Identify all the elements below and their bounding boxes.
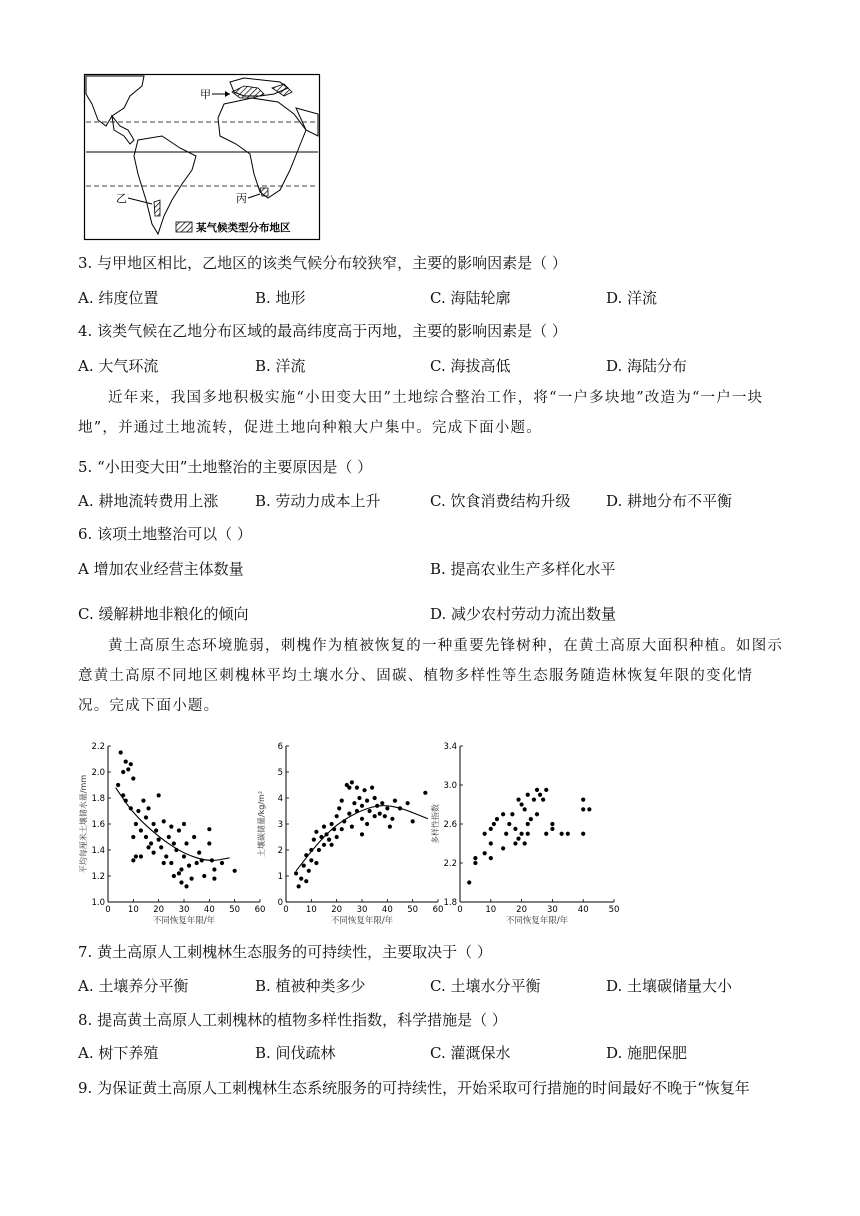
x-tick-label: 60 <box>254 905 266 915</box>
y-tick-label: 3.4 <box>443 742 457 752</box>
x-tick-label: 30 <box>178 905 190 915</box>
data-point <box>197 851 201 855</box>
q3-option-d[interactable]: D. 洋流 <box>606 289 658 307</box>
data-point <box>423 791 427 795</box>
data-point <box>380 801 384 805</box>
data-point <box>581 832 585 836</box>
chart-soil-carbon <box>256 736 446 926</box>
x-tick-label: 0 <box>105 905 111 915</box>
data-point <box>560 832 564 836</box>
data-point <box>124 799 128 803</box>
data-point <box>340 827 344 831</box>
data-point <box>322 825 326 829</box>
data-point <box>131 776 135 780</box>
data-point <box>121 793 125 797</box>
data-point <box>220 861 224 865</box>
data-point <box>309 858 313 862</box>
y-tick-label: 1 <box>277 872 283 882</box>
data-point <box>378 812 382 816</box>
data-point <box>340 799 344 803</box>
question-8: 8. 提高黄土高原人工刺槐林的植物多样性指数，科学措施是（ ） <box>78 1011 507 1029</box>
data-point <box>167 835 171 839</box>
data-point <box>146 845 150 849</box>
q7-option-c[interactable]: C. 土壤水分平衡 <box>430 977 541 995</box>
data-point <box>174 848 178 852</box>
data-point <box>187 864 191 868</box>
y-tick-label: 1.4 <box>91 846 105 856</box>
q8-option-d[interactable]: D. 施肥保肥 <box>606 1044 688 1062</box>
data-point <box>141 799 145 803</box>
data-point <box>532 798 536 802</box>
q4-option-b[interactable]: B. 洋流 <box>255 357 306 375</box>
data-point <box>390 817 394 821</box>
data-point <box>581 798 585 802</box>
question-9: 9. 为保证黄土高原人工刺槐林生态系统服务的可持续性，开始采取可行措施的时间最好不晚于“恢复年 <box>78 1079 750 1097</box>
data-point <box>304 879 308 883</box>
question-4: 4. 该类气候在乙地分布区域的最高纬度高于丙地，主要的影响因素是（ ） <box>78 322 567 340</box>
label-bing: 丙 <box>236 192 247 205</box>
passage-loess-plateau: 黄土高原生态环境脆弱，刺槐作为植被恢复的一种重要先锋树种，在黄土高原大面积种植。如图示意黄土高原不同地区刺槐林平均土壤水分、固碳、植物多样性等生态服务随造林恢复年限的变化情况。完成下面小题。 <box>78 638 784 714</box>
x-tick-label: 30 <box>546 905 558 915</box>
data-point <box>152 851 156 855</box>
x-tick-label: 40 <box>577 905 589 915</box>
data-point <box>393 799 397 803</box>
data-point <box>516 798 520 802</box>
data-point <box>314 861 318 865</box>
x-tick-label: 10 <box>305 905 317 915</box>
y-tick-label: 1.6 <box>91 820 105 830</box>
question-6: 6. 该项土地整治可以（ ） <box>78 525 252 543</box>
data-point <box>200 858 204 862</box>
q8-option-b[interactable]: B. 间伐疏林 <box>255 1044 336 1062</box>
data-point <box>177 871 181 875</box>
question-3: 3. 与甲地区相比，乙地区的该类气候分布较狭窄，主要的影响因素是（ ） <box>78 254 567 272</box>
q4-option-c[interactable]: C. 海拔高低 <box>430 357 511 375</box>
data-point <box>360 832 364 836</box>
data-point <box>162 861 166 865</box>
data-point <box>360 817 364 821</box>
data-point <box>550 822 554 826</box>
y-tick-label: 0 <box>277 898 283 908</box>
data-point <box>294 871 298 875</box>
data-point <box>507 822 511 826</box>
q8-option-a[interactable]: A. 树下养殖 <box>78 1044 159 1062</box>
y-tick-label: 1.2 <box>91 872 105 882</box>
data-point <box>192 835 196 839</box>
data-point <box>297 884 301 888</box>
x-tick-label: 10 <box>127 905 139 915</box>
q5-option-d[interactable]: D. 耕地分布不平衡 <box>606 492 733 510</box>
data-point <box>134 822 138 826</box>
x-tick-label: 20 <box>331 905 343 915</box>
data-point <box>179 867 183 871</box>
data-point <box>136 809 140 813</box>
label-yi: 乙 <box>116 192 127 205</box>
data-point <box>357 796 361 800</box>
data-point <box>144 815 148 819</box>
data-point <box>529 817 533 821</box>
data-point <box>360 804 364 808</box>
data-point <box>504 832 508 836</box>
data-point <box>483 832 487 836</box>
data-point <box>162 819 166 823</box>
data-point <box>473 861 477 865</box>
data-point <box>385 806 389 810</box>
data-point <box>210 858 214 862</box>
data-point <box>520 832 524 836</box>
data-point <box>146 806 150 810</box>
data-point <box>164 854 168 858</box>
q3-option-c[interactable]: C. 海陆轮廓 <box>430 289 511 307</box>
y-tick-label: 4 <box>277 794 283 804</box>
x-tick-label: 0 <box>457 905 463 915</box>
q3-option-b[interactable]: B. 地形 <box>255 289 306 307</box>
data-point <box>375 804 379 808</box>
data-point <box>304 853 308 857</box>
data-point <box>207 827 211 831</box>
data-point <box>501 846 505 850</box>
data-point <box>513 827 517 831</box>
q5-option-b[interactable]: B. 劳动力成本上升 <box>255 492 381 510</box>
data-point <box>139 828 143 832</box>
data-point <box>467 880 471 884</box>
data-point <box>119 750 123 754</box>
data-point <box>544 788 548 792</box>
data-point <box>352 801 356 805</box>
x-axis-label: 不同恢复年限/年 <box>505 916 569 926</box>
data-point <box>319 835 323 839</box>
y-tick-label: 2.2 <box>91 742 105 752</box>
y-tick-label: 2.2 <box>443 859 457 869</box>
data-point <box>544 832 548 836</box>
data-point <box>144 835 148 839</box>
data-point <box>134 854 138 858</box>
x-axis-label: 不同恢复年限/年 <box>330 916 394 926</box>
question-7: 7. 黄土高原人工刺槐林生态服务的可持续性，主要取决于（ ） <box>78 943 492 961</box>
data-point <box>129 762 133 766</box>
data-point <box>365 799 369 803</box>
data-point <box>332 827 336 831</box>
data-point <box>177 828 181 832</box>
legend-label: 某气候类型分布地区 <box>196 222 291 234</box>
legend-swatch <box>176 222 192 232</box>
data-point <box>121 770 125 774</box>
data-point <box>373 814 377 818</box>
x-tick-label: 40 <box>381 905 393 915</box>
x-tick-label: 50 <box>229 905 241 915</box>
data-point <box>347 812 351 816</box>
data-point <box>388 825 392 829</box>
data-point <box>299 877 303 881</box>
data-point <box>157 793 161 797</box>
x-tick-label: 50 <box>608 905 620 915</box>
data-point <box>550 827 554 831</box>
y-tick-label: 3 <box>277 820 283 830</box>
data-point <box>179 880 183 884</box>
x-tick-label: 30 <box>356 905 368 915</box>
data-point <box>139 854 143 858</box>
y-tick-label: 3.0 <box>443 781 457 791</box>
data-point <box>233 869 237 873</box>
data-point <box>309 848 313 852</box>
y-tick-label: 5 <box>277 768 283 778</box>
data-point <box>116 783 120 787</box>
x-tick-label: 10 <box>485 905 497 915</box>
data-point <box>335 835 339 839</box>
q3-option-a[interactable]: A. 纬度位置 <box>78 289 159 307</box>
y-axis-label: 平均每厘米土壤储水量/mm <box>79 774 88 874</box>
data-point <box>169 825 173 829</box>
data-point <box>370 786 374 790</box>
data-point <box>152 822 156 826</box>
data-point <box>202 874 206 878</box>
data-point <box>365 822 369 826</box>
q5-option-a[interactable]: A. 耕地流转费用上涨 <box>78 492 219 510</box>
y-tick-label: 2 <box>277 846 283 856</box>
x-tick-label: 40 <box>203 905 215 915</box>
trend-line <box>116 788 230 861</box>
q5-option-c[interactable]: C. 饮食消费结构升级 <box>430 492 571 510</box>
data-point <box>489 827 493 831</box>
data-point <box>131 858 135 862</box>
data-point <box>324 832 328 836</box>
data-point <box>182 854 186 858</box>
x-tick-label: 20 <box>153 905 165 915</box>
label-jia: 甲 <box>200 88 211 101</box>
y-axis-label: 多样性指数 <box>431 804 440 844</box>
data-point <box>350 780 354 784</box>
data-point <box>314 830 318 834</box>
data-point <box>154 828 158 832</box>
data-point <box>383 814 387 818</box>
data-point <box>190 877 194 881</box>
q6-option-c[interactable]: C. 缓解耕地非粮化的倾向 <box>78 605 249 623</box>
y-tick-label: 1.8 <box>443 898 457 908</box>
data-point <box>172 874 176 878</box>
y-tick-label: 1.0 <box>91 898 105 908</box>
data-point <box>489 856 493 860</box>
q6-option-a[interactable]: A 增加农业经营主体数量 <box>78 560 244 578</box>
x-tick-label: 60 <box>432 905 444 915</box>
data-point <box>587 807 591 811</box>
data-point <box>317 848 321 852</box>
data-point <box>184 884 188 888</box>
data-point <box>342 819 346 823</box>
y-tick-label: 1.8 <box>91 794 105 804</box>
x-axis-label: 不同恢复年限/年 <box>152 916 216 926</box>
data-point <box>526 793 530 797</box>
data-point <box>483 851 487 855</box>
data-point <box>169 861 173 865</box>
q6-option-d[interactable]: D. 减少农村劳动力流出数量 <box>430 605 617 623</box>
data-point <box>212 867 216 871</box>
data-point <box>368 809 372 813</box>
data-point <box>126 767 130 771</box>
data-point <box>516 837 520 841</box>
data-point <box>501 812 505 816</box>
data-point <box>350 825 354 829</box>
x-tick-label: 20 <box>516 905 528 915</box>
data-point <box>312 838 316 842</box>
data-point <box>182 822 186 826</box>
climate-distribution-map <box>84 74 320 240</box>
data-point <box>473 856 477 860</box>
data-point <box>523 807 527 811</box>
data-point <box>330 843 334 847</box>
data-point <box>131 835 135 839</box>
data-point <box>212 877 216 881</box>
data-point <box>129 806 133 810</box>
data-point <box>184 841 188 845</box>
data-point <box>337 806 341 810</box>
y-tick-label: 6 <box>277 742 283 752</box>
data-point <box>535 812 539 816</box>
q4-option-a[interactable]: A. 大气环流 <box>78 357 159 375</box>
chart-soil-water <box>74 736 264 926</box>
passage-land-consolidation: 近年来，我国多地积极实施“小田变大田”土地综合整治工作，将“一户多块地”改造为“一户一块地”，并通过土地流转，促进土地向种粮大户集中。完成下面小题。 <box>78 390 764 436</box>
data-point <box>489 841 493 845</box>
data-point <box>172 841 176 845</box>
data-point <box>327 838 331 842</box>
data-point <box>355 809 359 813</box>
y-axis-label: 土壤碳储量/kg/m² <box>257 790 266 858</box>
data-point <box>538 793 542 797</box>
question-5: 5. “小田变大田”土地整治的主要原因是（ ） <box>78 458 373 476</box>
data-point <box>362 788 366 792</box>
data-point <box>302 864 306 868</box>
data-point <box>510 812 514 816</box>
q7-option-b[interactable]: B. 植被种类多少 <box>255 977 366 995</box>
data-point <box>195 861 199 865</box>
x-tick-label: 50 <box>407 905 419 915</box>
data-point <box>566 832 570 836</box>
hatched-region-yi <box>154 200 160 216</box>
data-point <box>406 801 410 805</box>
q4-option-d[interactable]: D. 海陆分布 <box>606 357 688 375</box>
data-point <box>411 819 415 823</box>
data-point <box>520 802 524 806</box>
y-tick-label: 2.0 <box>91 768 105 778</box>
x-tick-label: 0 <box>283 905 289 915</box>
q6-option-b[interactable]: B. 提高农业生产多样化水平 <box>430 560 616 578</box>
data-point <box>581 807 585 811</box>
data-point <box>157 838 161 842</box>
data-point <box>523 841 527 845</box>
data-point <box>307 869 311 873</box>
q7-option-d[interactable]: D. 土壤碳储量大小 <box>606 977 733 995</box>
data-point <box>495 817 499 821</box>
data-point <box>526 822 530 826</box>
y-tick-label: 2.6 <box>443 820 457 830</box>
data-point <box>322 843 326 847</box>
data-point <box>398 806 402 810</box>
data-point <box>149 841 153 845</box>
chart-diversity-index <box>428 736 628 926</box>
data-point <box>373 796 377 800</box>
q7-option-a[interactable]: A. 土壤养分平衡 <box>78 977 189 995</box>
data-point <box>355 786 359 790</box>
q8-option-c[interactable]: C. 灌溉保水 <box>430 1044 511 1062</box>
data-point <box>347 786 351 790</box>
data-point <box>541 798 545 802</box>
data-point <box>124 760 128 764</box>
data-point <box>207 841 211 845</box>
data-point <box>513 841 517 845</box>
data-point <box>492 822 496 826</box>
data-point <box>335 814 339 818</box>
data-point <box>535 788 539 792</box>
data-point <box>526 832 530 836</box>
data-point <box>159 845 163 849</box>
data-point <box>330 822 334 826</box>
